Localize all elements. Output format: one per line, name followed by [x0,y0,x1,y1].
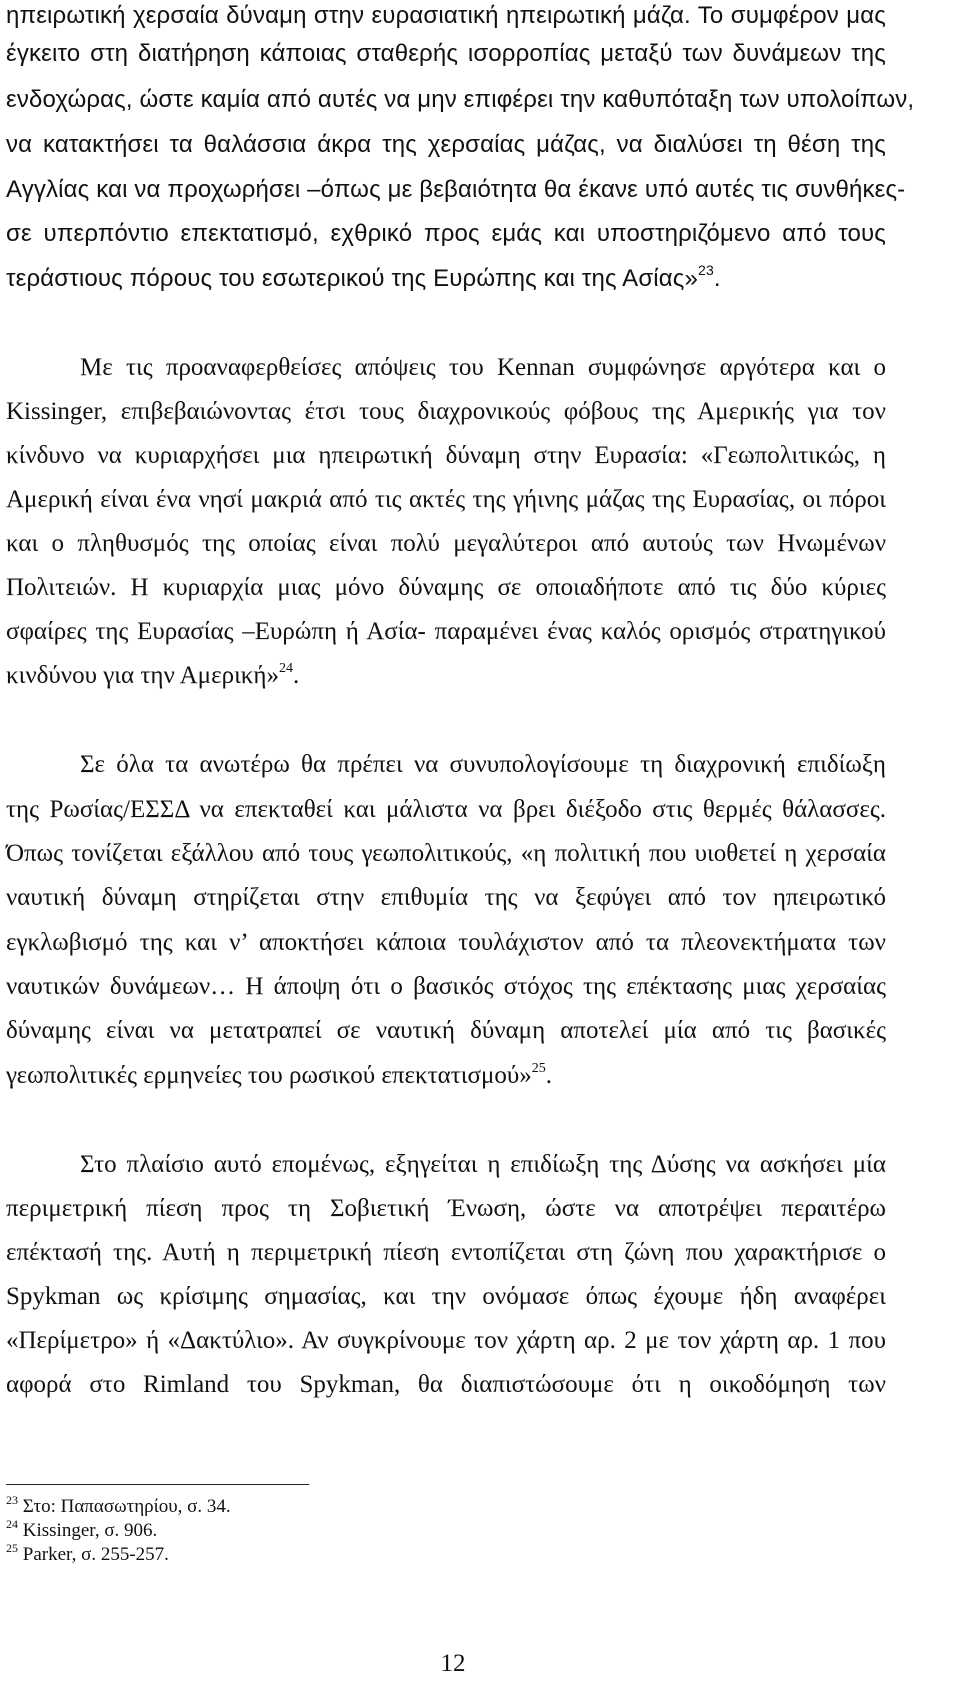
footnote-ref-24: 24 [278,661,293,676]
footnote-ref-25: 25 [531,1061,546,1076]
footnote-separator [6,1484,309,1485]
text-line: «Περίμετρο» ή «Δακτύλιο». Αν συγκρίνουμε τον χάρτη αρ. 2 με τον χάρτη αρ. 1 που [6,1327,886,1354]
text-line: εγκλωβισμό της και ν’ αποκτήσει κάποια τουλάχιστον από τα πλεονεκτήματα των [6,929,886,956]
footnote-text: Kissinger, σ. 906. [22,1520,158,1541]
text-line: της Ρωσίας/ΕΣΣΔ να επεκταθεί και μάλιστα να βρει διέξοδο στις θερμές θάλασσες. [6,796,886,823]
footnote-number: 25 [6,1541,18,1555]
footnote-number: 24 [6,1517,18,1531]
footnote-23 [6,1493,606,1520]
text-line: δύναμης είναι να μετατραπεί σε ναυτική δύναμη αποτελεί μία από τις βασικές [6,1017,886,1044]
text-fragment: γεωπολιτικές ερμηνείες του ρωσικού επεκτατισμού» [6,1062,532,1089]
text-line: να κατακτήσει τα θαλάσσια άκρα της χερσαίας μάζας, να διαλύσει τη θέση της [6,131,886,158]
text-line-last [6,661,886,691]
text-line: Kissinger, επιβεβαιώνοντας έτσι τους διαχρονικούς φόβους της Αμερικής για τον [6,398,886,425]
text-line-last [6,1061,886,1091]
text-line: Spykman ως κρίσιμης σημασίας, και την ονόμασε όπως έχουμε ήδη αναφέρει [6,1283,886,1310]
footnote-number: 23 [6,1493,18,1507]
footnote-text: Στο: Παπασωτηρίου, σ. 34. [22,1496,231,1517]
page-number: 12 [440,1650,466,1677]
text-line: σε υπερπόντιο επεκτατισμό, εχθρικό προς εμάς και υποστηριζόμενο από τους [6,220,886,247]
text-line: Όπως τονίζεται εξάλλου από τους γεωπολιτικούς, «η πολιτική που υιοθετεί η χερσαία [6,840,886,867]
text-line: ναυτική δύναμη στηρίζεται στην επιθυμία της να ξεφύγει από τον ηπειρωτικό [6,884,886,911]
text-line: αφορά στο Rimland του Spykman, θα διαπιστώσουμε ότι η οικοδόμηση των [6,1371,886,1398]
text-line: και ο πληθυσμός της οποίας είναι πολύ μεγαλύτεροι από αυτούς των Ηνωμένων [6,530,886,557]
text-line: ναυτικών δυνάμεων… Η άποψη ότι ο βασικός στόχος της επέκτασης μιας χερσαίας [6,973,886,1000]
text-fragment: κινδύνου για την Αμερική» [6,662,279,689]
text-line: Πολιτειών. Η κυριαρχία μιας μόνο δύναμης σε οποιαδήποτε από τις δύο κύριες [6,574,886,601]
text-line: έγκειτο στη διατήρηση κάποιας σταθερής ισορροπίας μεταξύ των δυνάμεων της [6,40,886,67]
footnote-text: Parker, σ. 255-257. [22,1544,169,1565]
text-line: κίνδυνο να κυριαρχήσει μια ηπειρωτική δύναμη στην Ευρασία: «Γεωπολιτικώς, η [6,442,886,469]
text-line: Αμερική είναι ένα νησί μακριά από τις ακτές της γήινης μάζας της Ευρασίας, οι πόροι [6,486,886,513]
sentence-end: . [545,1062,553,1089]
text-line: Στο πλαίσιο αυτό επομένως, εξηγείται η επιδίωξη της Δύσης να ασκήσει μία [80,1151,886,1178]
text-line: ηπειρωτική χερσαία δύναμη στην ευρασιατική ηπειρωτική μάζα. Το συμφέρον μας [6,2,886,29]
text-fragment: τεράστιους πόρους του εσωτερικού της Ευρώπης και της Ασίας» [6,265,699,292]
footnote-ref-23: 23 [698,262,714,278]
sentence-end: . [292,662,300,689]
text-line-last [6,264,886,294]
text-line: περιμετρική πίεση προς τη Σοβιετική Ένωση, ώστε να αποτρέψει περαιτέρω [6,1195,886,1222]
text-line: Αγγλίας και να προχωρήσει –όπως με βεβαιότητα θα έκανε υπό αυτές τις συνθήκες- [6,176,906,203]
text-line: σφαίρες της Ευρασίας –Ευρώπη ή Ασία- παραμένει ένας καλός ορισμός στρατηγικού [6,618,886,645]
text-line: Σε όλα τα ανωτέρω θα πρέπει να συνυπολογίσουμε τη διαχρονική επιδίωξη [80,751,886,778]
sentence-end: . [713,265,721,292]
footnote-25 [6,1541,606,1568]
text-line: ενδοχώρας, ώστε καμία από αυτές να μην επιφέρει την καθυπόταξη των υπολοίπων, [6,86,915,113]
footnote-24 [6,1517,606,1544]
text-line: επέκτασή της. Αυτή η περιμετρική πίεση εντοπίζεται στη ζώνη που χαρακτήρισε ο [6,1239,886,1266]
text-line: Με τις προαναφερθείσες απόψεις του Kennan συμφώνησε αργότερα και ο [80,354,886,381]
